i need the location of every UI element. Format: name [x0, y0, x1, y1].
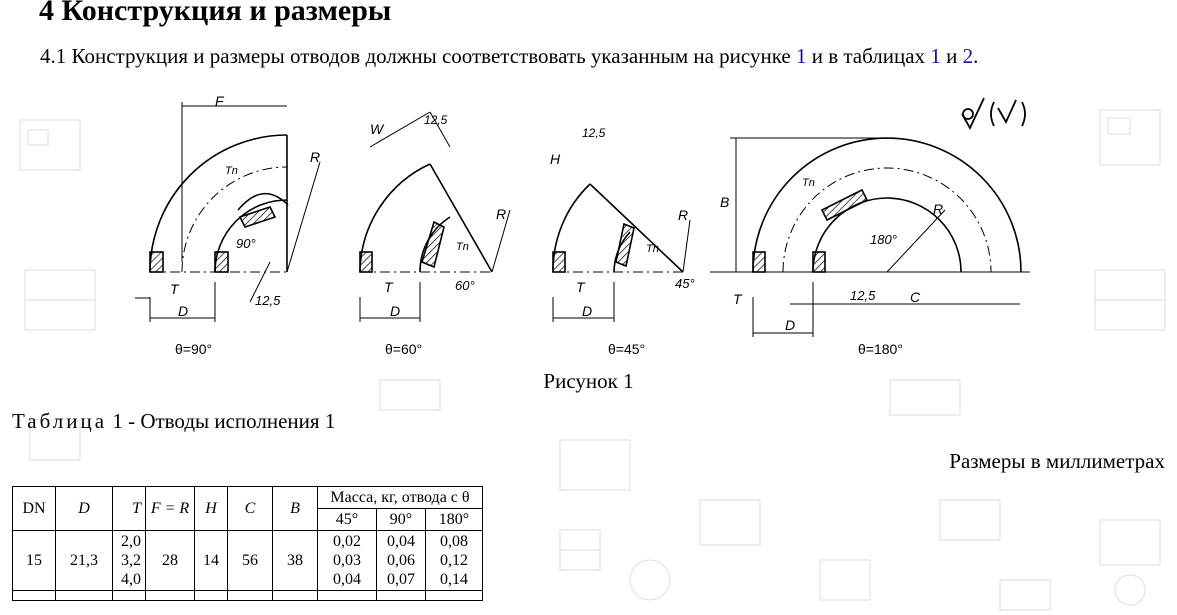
label-R-45: R: [678, 207, 689, 223]
cell-mass-180-2: 0,12: [440, 552, 468, 569]
table-title-rest: 1 - Отводы исполнения 1: [107, 409, 336, 433]
cell-t-2: 3,2: [121, 552, 141, 569]
label-Tn-180: Tn: [802, 177, 815, 189]
header-d: D: [56, 487, 113, 531]
cell-h: 14: [195, 531, 228, 591]
label-T-60: T: [384, 279, 393, 295]
table-title: [12, 409, 335, 434]
units-note: Размеры в миллиметрах: [949, 449, 1165, 473]
label-weld-60: 12,5: [424, 113, 448, 127]
cell-b: 38: [273, 531, 318, 591]
label-weld-180: 12,5: [850, 288, 876, 303]
table-row: [13, 531, 483, 591]
table-row-partial: [13, 591, 483, 601]
theta-60-label: θ=60°: [385, 341, 423, 357]
cell-mass-180-3: 0,14: [440, 571, 468, 588]
header-dn: DN: [13, 487, 56, 531]
cell-mass-45: [318, 531, 377, 591]
header-c: C: [228, 487, 273, 531]
cell-fr: 28: [146, 531, 195, 591]
label-angle-60: 60°: [455, 278, 475, 293]
header-mass-90: 90°: [377, 509, 426, 531]
theta-90-label: θ=90°: [175, 341, 213, 357]
figure-caption: Рисунок 1: [543, 369, 634, 393]
label-Tn-60: Tn: [456, 241, 469, 253]
elbow-90-view: [135, 102, 320, 322]
cell-mass-45-2: 0,03: [333, 552, 361, 569]
paragraph-text-suffix: .: [973, 44, 979, 68]
figure-1-link[interactable]: 1: [795, 44, 807, 68]
label-T-180: T: [733, 291, 742, 307]
paragraph-text-prefix: 4.1 Конструкция и размеры отводов должны соответствовать указанным на рисунке: [40, 44, 796, 68]
cell-c: 56: [228, 531, 273, 591]
cell-mass-90-1: 0,04: [387, 533, 415, 550]
header-mass-45: 45°: [318, 509, 377, 531]
label-H: H: [550, 151, 561, 167]
label-F: F: [215, 93, 224, 109]
cell-mass-45-3: 0,04: [333, 571, 361, 588]
surface-roughness-symbol: [962, 98, 1025, 128]
label-R-90: R: [310, 149, 321, 165]
theta-180-label: θ=180°: [858, 341, 903, 357]
label-angle-45: 45°: [675, 276, 695, 291]
header-mass: Масса, кг, отвода с θ: [318, 487, 483, 509]
dimensions-table: [12, 486, 483, 601]
label-T-45: T: [576, 279, 585, 295]
label-W: W: [370, 121, 384, 137]
header-t: T: [113, 487, 146, 531]
paragraph-text-mid1: и в таблицах: [806, 44, 931, 68]
header-h: H: [195, 487, 228, 531]
cell-t-3: 4,0: [121, 571, 141, 588]
cell-mass-90-2: 0,06: [387, 552, 415, 569]
label-angle-90: 90°: [236, 236, 256, 251]
label-T-90: T: [170, 281, 179, 297]
elbow-45-view: [553, 184, 690, 322]
label-C: C: [910, 289, 921, 305]
section-heading: 4 Конструкция и размеры: [39, 0, 392, 27]
label-weld-45: 12,5: [582, 126, 606, 140]
paragraph-text-mid2: и: [940, 44, 963, 68]
cell-mass-180: [426, 531, 483, 591]
label-weld-90: 12,5: [255, 293, 281, 308]
table-1-link[interactable]: 1: [930, 44, 941, 68]
elbow-drawings-figure: [130, 92, 1040, 362]
header-mass-180: 180°: [426, 509, 483, 531]
label-Tn-45: Tn: [646, 243, 659, 255]
cell-mass-90-3: 0,07: [387, 571, 415, 588]
header-fr: F = R: [146, 487, 195, 531]
intro-paragraph: [40, 44, 978, 69]
label-R-180: R: [933, 201, 944, 217]
table-header-row: [13, 487, 483, 509]
label-Tn-90: Tn: [225, 165, 238, 177]
theta-45-label: θ=45°: [608, 341, 646, 357]
table-title-word: Таблица: [12, 409, 108, 433]
header-b: B: [273, 487, 318, 531]
elbow-60-view: [360, 112, 510, 322]
cell-mass-180-1: 0,08: [440, 533, 468, 550]
label-D-45: D: [582, 303, 593, 319]
cell-t: [113, 531, 146, 591]
label-B: B: [720, 194, 730, 210]
cell-t-1: 2,0: [121, 533, 141, 550]
cell-dn: 15: [13, 531, 56, 591]
label-R-60: R: [496, 206, 507, 222]
cell-d: 21,3: [56, 531, 113, 591]
table-2-link[interactable]: 2: [962, 44, 974, 68]
label-D-60: D: [390, 303, 401, 319]
cell-mass-45-1: 0,02: [333, 533, 361, 550]
cell-mass-90: [377, 531, 426, 591]
label-angle-180: 180°: [870, 232, 897, 247]
label-D-180: D: [785, 317, 796, 333]
label-D-90: D: [178, 303, 189, 319]
